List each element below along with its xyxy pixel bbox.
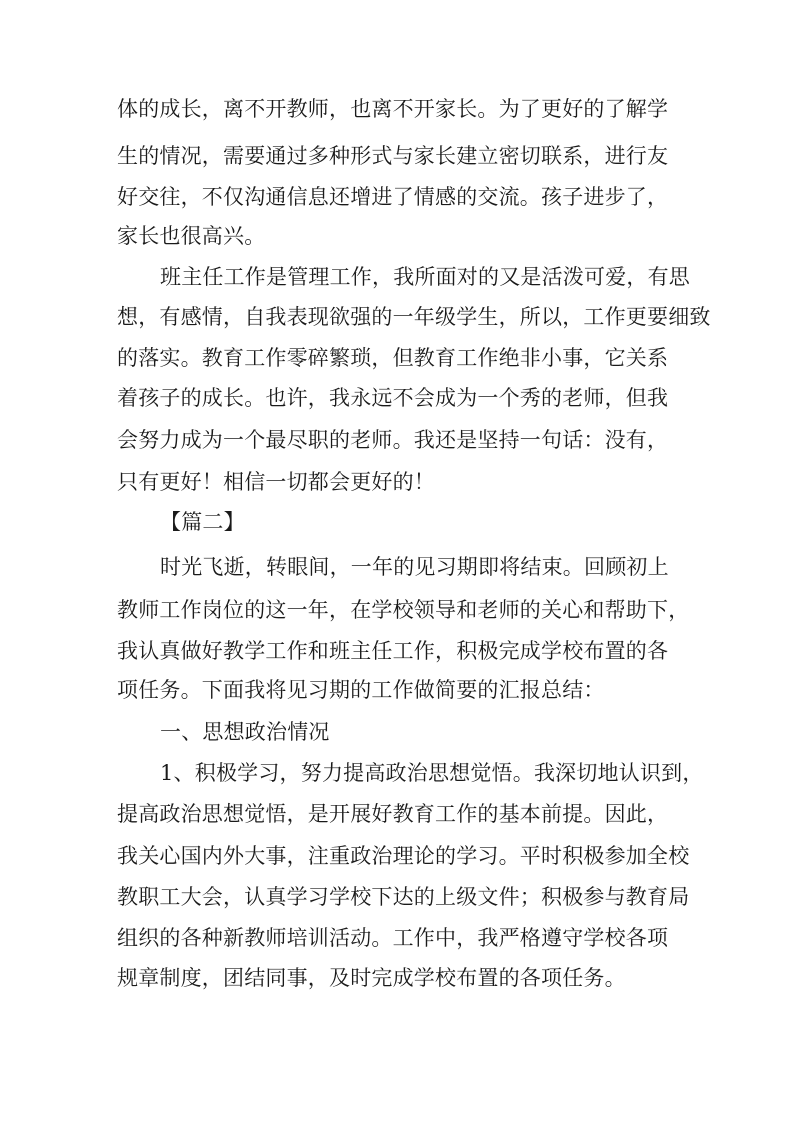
paragraph-2-line-4: 着孩子的成长。也许，我永远不会成为一个秀的老师，但我 (117, 386, 669, 410)
paragraph-3-line-3: 我认真做好教学工作和班主任工作，积极完成学校布置的各 (117, 639, 669, 663)
paragraph-2-line-6: 只有更好！相信一切都会更好的！ (117, 470, 435, 494)
paragraph-4-line-2: 提高政治思想觉悟，是开展好教育工作的基本前提。因此， (117, 802, 669, 826)
paragraph-1-line-3: 好交往，不仅沟通信息还增进了情感的交流。孩子进步了， (117, 185, 669, 209)
section-heading: 【篇二】 (160, 510, 245, 534)
paragraph-2-line-3: 的落实。教育工作零碎繁琐，但教育工作绝非小事，它关系 (117, 346, 669, 370)
paragraph-1-line-1: 体的成长，离不开教师，也离不开家长。为了更好的了解学 (117, 97, 669, 121)
paragraph-2-line-5: 会努力成为一个最尽职的老师。我还是坚持一句话：没有， (117, 428, 669, 452)
paragraph-4-line-4: 教职工大会，认真学习学校下达的上级文件；积极参与教育局 (117, 885, 690, 909)
paragraph-4-line-3: 我关心国内外大事，注重政治理论的学习。平时积极参加全校 (117, 844, 690, 868)
paragraph-2-line-2: 想，有感情，自我表现欲强的一年级学生，所以，工作更要细致 (117, 305, 711, 329)
paragraph-4-line-6: 规章制度，团结同事，及时完成学校布置的各项任务。 (117, 966, 626, 990)
paragraph-4-line-1: 1、积极学习，努力提高政治思想觉悟。我深切地认识到， (160, 761, 704, 785)
paragraph-3-line-2: 教师工作岗位的这一年，在学校领导和老师的关心和帮助下， (117, 598, 690, 622)
paragraph-2-line-1: 班主任工作是管理工作，我所面对的又是活泼可爱，有思 (160, 265, 690, 289)
paragraph-4-line-5: 组织的各种新教师培训活动。工作中，我严格遵守学校各项 (117, 926, 669, 950)
paragraph-1-line-4: 家长也很高兴。 (117, 224, 266, 248)
paragraph-3-line-1: 时光飞逝，转眼间，一年的见习期即将结束。回顾初上 (160, 555, 669, 579)
subheading-political-ideology: 一、思想政治情况 (160, 720, 330, 744)
paragraph-1-line-2: 生的情况，需要通过多种形式与家长建立密切联系，进行友 (117, 144, 669, 168)
paragraph-3-line-4: 项任务。下面我将见习期的工作做简要的汇报总结： (117, 678, 605, 702)
